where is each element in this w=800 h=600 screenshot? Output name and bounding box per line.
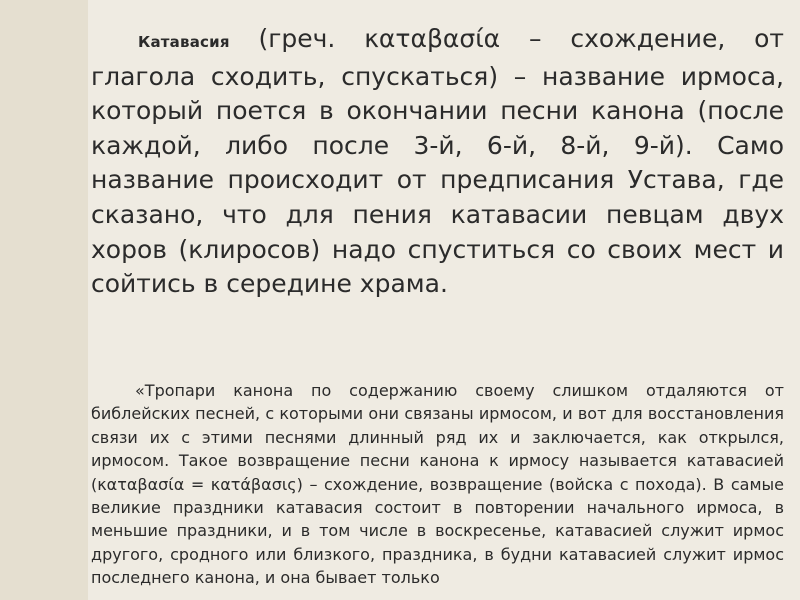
slide-side-band (0, 0, 88, 600)
slide-content (88, 0, 800, 600)
quote-paragraph: «Тропари канона по содержанию своему слишком отдаляются от библейских песней, с которыми они связаны ирмосом, и вот для восстановления связи их с этими песнями длинный ряд их и заключается, как открылся, ирмосом. Такое возвращение песни канона к ирмосу называется катавасией (καταβασία = κατάβασις) – схождение, возвращение (войска с похода). В самые великие праздники катавасия состоит в повторении начального ирмоса, в меньшие праздники, и в том числе в воскресенье, катавасией служит ирмос другого, сродного или близкого, праздника, в будни катавасией служит ирмос последнего канона, и она бывает только (91, 381, 784, 588)
definition-body: (греч. καταβασία – схождение, от глагола сходить, спускаться) – название ирмоса, который поется в окончании песни канона (после каждой, либо после 3-й, 6-й, 8-й, 9-й). Само название происходит от предписания Устава, где сказано, что для пения катавасии певцам двух хоров (клиросов) надо спуститься со своих мест и сойтись в середине храма. (91, 24, 784, 299)
definition-term: Катавасия (138, 33, 230, 51)
definition-paragraph (91, 22, 784, 302)
